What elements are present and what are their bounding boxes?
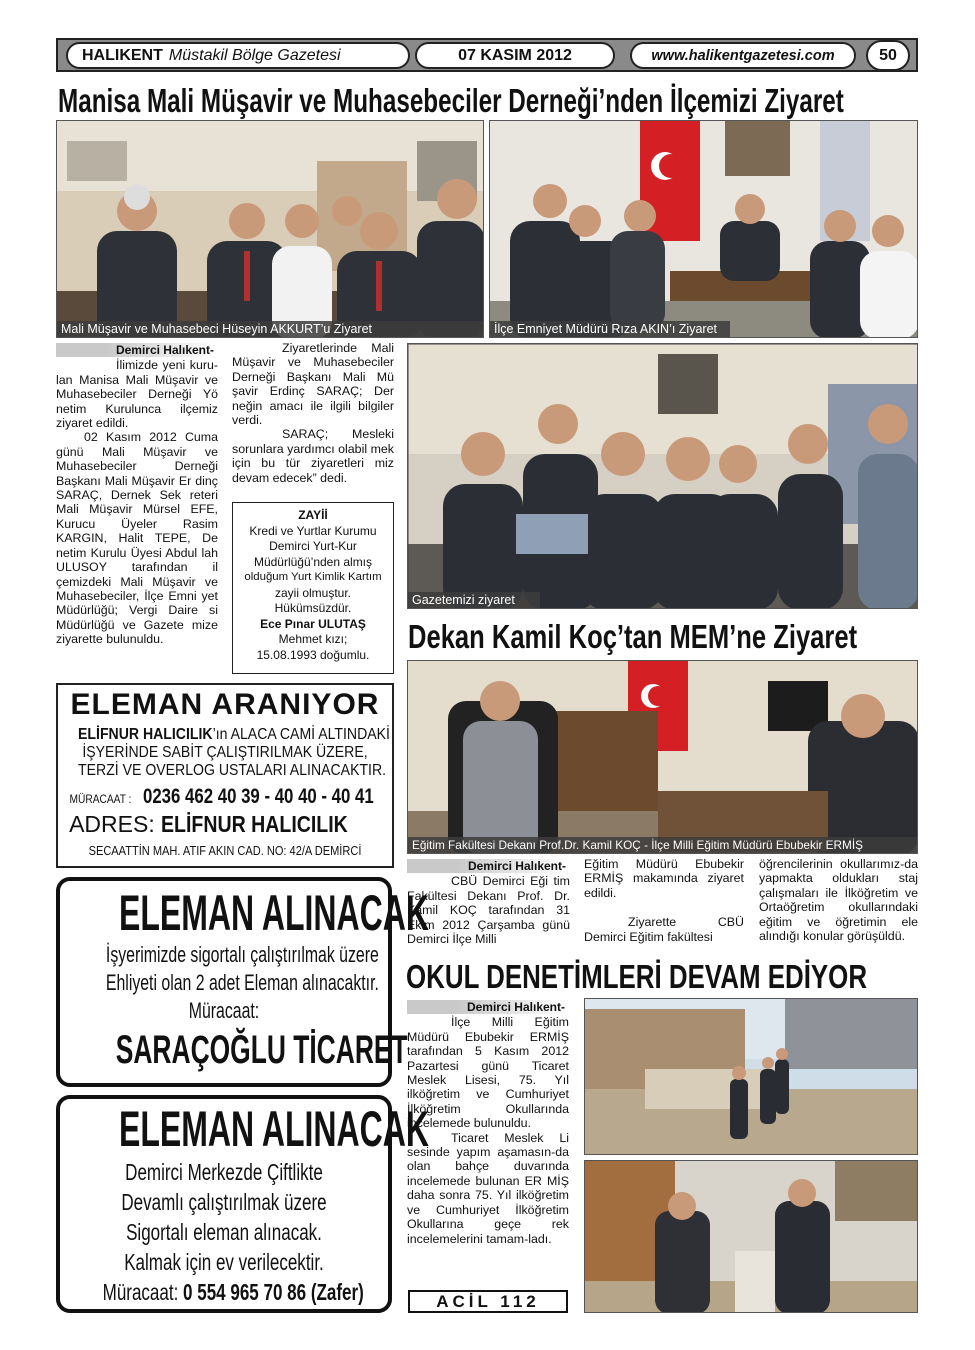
ad-araniyor-address-title: ADRES: ELİFNUR HALICILIK <box>69 811 348 837</box>
ad-saracoglu-line1: İşyerimizde sigortalı çalıştırılmak üzere <box>105 942 379 967</box>
photo-school-wall <box>584 998 918 1155</box>
zayi-line: olduğum Yurt Kimlik Kartım <box>244 571 382 583</box>
article2-column-2 <box>584 857 744 944</box>
article3-paragraph: İlçe Milli Eğitim Müdürü Ebubekir ERMİŞ tarafından 5 Kasım 2012 Pazartesi günü Ticaret Meslek Lisesi, 75. Yıl ilköğretim ve Cumhuriyet İlköğretim Okullarında incelemede bulunuldu. <box>407 1015 569 1131</box>
zayi-father: Mehmet kızı; <box>278 632 348 646</box>
article3-headline: OKUL DENETİMLERİ DEVAM EDİYOR <box>406 958 868 995</box>
article1-headline: Manisa Mali Müşavir ve Muhasebeciler Derneği’nden İlçemizi Ziyaret <box>58 82 844 119</box>
ad-zafer-line: Sigortalı eleman alınacak. <box>126 1219 322 1245</box>
article2-paragraph: öğrencilerinin okullarımız-da yapmakta oldukları staj çalışmaları ile İlköğretim ve Ortaöğretim okullarındaki eğitim ve öğretimin ele alındığı konular görüşüldü. <box>759 857 918 944</box>
ad-zafer-line: Kalmak için ev verilecektir. <box>124 1249 324 1275</box>
acil-112-badge: ACİL 112 <box>408 1290 568 1313</box>
photo-akkurt-visit <box>56 120 484 338</box>
zayi-line: Müdürlüğü’nden almış <box>253 554 373 569</box>
article2-headline: Dekan Kamil Koç’tan MEM’ne Ziyaret <box>408 618 858 655</box>
ad-saracoglu <box>56 877 429 1087</box>
zayi-line: zayii olmuştur. <box>274 585 352 600</box>
article2-paragraph: CBÜ Demirci Eği tim Fakültesi Dekanı Prof. Dr. Kamil KOÇ tarafından 31 Ekim 2012 Çarşamba günü Demirci İlçe Milli <box>407 874 570 947</box>
ad-eleman-araniyor <box>56 683 394 868</box>
article1-column-1 <box>56 343 218 647</box>
ad-saracoglu-title: ELEMAN ALINACAK <box>119 885 429 941</box>
article2-column-3 <box>759 857 918 943</box>
school-interior-illustration <box>585 1161 918 1313</box>
photo-dean-visit <box>407 660 918 854</box>
issue-date: 07 KASIM 2012 <box>415 42 615 69</box>
zayi-title: ZAYİİ <box>298 508 328 522</box>
group-photo-illustration <box>408 344 918 609</box>
photo-police-caption: İlçe Emniyet Müdürü Rıza AKIN’ı Ziyaret <box>490 321 730 337</box>
article2-paragraph: Eğitim Müdürü Ebubekir ERMİŞ makamında ziyaret edildi. <box>584 857 744 900</box>
article3-byline: Demirci Halıkent- <box>407 1000 569 1014</box>
ad-araniyor-line3: TERZİ VE OVERLOG USTALARI ALINACAKTIR. <box>78 762 387 779</box>
article2-paragraph: Ziyarette CBÜ Demirci Eğitim fakültesi <box>584 915 744 944</box>
zayi-birth: 15.08.1993 doğumlu. <box>256 647 370 662</box>
police-office-illustration <box>490 121 918 338</box>
ad-araniyor-muracaat-label: MÜRACAAT : <box>69 792 132 806</box>
article2-byline: Demirci Halıkent- <box>407 859 570 873</box>
ad-saracoglu-line3: Müracaat: <box>188 998 260 1023</box>
ad-zafer <box>56 1095 429 1313</box>
ad-saracoglu-company: SARAÇOĞLU TİCARET <box>115 1028 408 1072</box>
ad-zafer-contact: Müracaat: 0 554 965 70 86 (Zafer) <box>102 1279 364 1305</box>
photo-newspaper-visit <box>407 343 918 609</box>
ad-araniyor-phone[interactable]: 0236 462 40 39 - 40 40 - 40 41 <box>143 785 375 808</box>
dean-office-illustration <box>408 661 918 854</box>
photo-akkurt-caption: Mali Müşavir ve Muhasebeci Hüseyin AKKURT’u Ziyaret <box>57 321 483 337</box>
article2-column-1 <box>407 859 570 946</box>
zayi-name: Ece Pınar ULUTAŞ <box>260 616 366 631</box>
page-number: 50 <box>866 40 910 71</box>
paper-name: HALIKENT <box>82 46 163 64</box>
photo-dean-caption: Eğitim Fakültesi Dekanı Prof.Dr. Kamil KOÇ - İlçe Milli Eğitim Müdürü Ebubekir ERMİŞ <box>408 837 917 853</box>
zayi-line: Kredi ve Yurtlar Kurumu <box>249 523 377 538</box>
photo-newspaper-caption: Gazetemizi ziyaret <box>408 592 540 608</box>
article3-column <box>407 1000 569 1246</box>
ad-zafer-title: ELEMAN ALINACAK <box>119 1101 429 1157</box>
school-wall-illustration <box>585 999 918 1155</box>
office-group-illustration <box>57 121 484 338</box>
ad-araniyor-title: ELEMAN ARANIYOR <box>70 688 380 721</box>
ad-zafer-line: Devamlı çalıştırılmak üzere <box>121 1189 327 1215</box>
zayi-line: Hükümsüzdür. <box>274 601 352 615</box>
ad-zafer-line: Demirci Merkezde Çiftlikte <box>125 1159 323 1185</box>
ad-zafer-phone[interactable]: 0 554 965 70 86 <box>183 1279 307 1305</box>
ad-saracoglu-line2: Ehliyeti olan 2 adet Eleman alınacaktır. <box>105 970 379 995</box>
photo-police-visit <box>489 120 918 338</box>
paper-name-pill <box>66 42 410 69</box>
photo-school-interior <box>584 1160 918 1313</box>
ad-araniyor-address: SECAATTİN MAH. ATIF AKIN CAD. NO: 42/A DEMİRCİ <box>88 843 362 858</box>
article1-paragraph: Ziyaretlerinde Mali Müşavir ve Muhasebeciler Derneği Başkanı Mali Mü şavir Erdinç SARAÇ; Der neğin amacı ile ilgili bilgiler verdi. <box>232 341 394 428</box>
article3-paragraph: Ticaret Meslek Li sesinde yapım aşamasın-da olan bahçe duvarında incelemede bulunan ER MİŞ daha sonra 75. Yıl ilköğretim ve Cumhuriyet İlköğretim Okullarına geçe rek incelemelerini tamam-ladı. <box>407 1130 569 1246</box>
zayi-line: Demirci Yurt-Kur <box>269 539 357 553</box>
article1-paragraph: 02 Kasım 2012 Cuma günü Mali Müşavir ve Muhasebeciler Derneği Başkanı Mali Müşavir Er dinç SARAÇ, Dernek Sek reteri Mali Müşavir Mürsel EFE, Kurucu Üyeler Rasim KARGIN, Halit TEPE, De netim Kurulu Üyesi Abdul lah ULUSOY tarafından il çemizdeki Mali Müşavir ve Muhasebeciler, İlçe Emni yet Müdürlüğü; Vergi Daire si Müdürlüğü ve Gazete mize ziyarette bulunuldu. <box>56 430 218 647</box>
article1-paragraph: SARAÇ; Mesleki sorunlara yardımcı olabil mek için bu tür ziyaretleri miz devam edecek” dedi. <box>232 427 394 485</box>
ad-araniyor-line1: ELİFNUR HALICILIK’ın ALACA CAMİ ALTINDAKİ <box>78 726 390 743</box>
article1-paragraph: İlimizde yeni kuru-lan Manisa Mali Müşavir ve Muhasebeciler Derneği Yö netim Kurulunca ilçemiz ziyaret edildi. <box>56 358 218 431</box>
ad-araniyor-contact <box>58 785 392 809</box>
ad-araniyor-company: ELİFNUR HALICILIK <box>78 726 213 743</box>
article1-byline: Demirci Halıkent- <box>56 343 218 357</box>
website-link[interactable]: www.halikentgazetesi.com <box>630 42 856 69</box>
zayi-notice <box>232 502 394 674</box>
ad-araniyor-line2: İŞYERİNDE SABİT ÇALIŞTIRILMAK ÜZERE, <box>82 744 368 761</box>
article1-column-2 <box>232 341 394 485</box>
paper-subtitle: Müstakil Bölge Gazetesi <box>168 46 341 64</box>
